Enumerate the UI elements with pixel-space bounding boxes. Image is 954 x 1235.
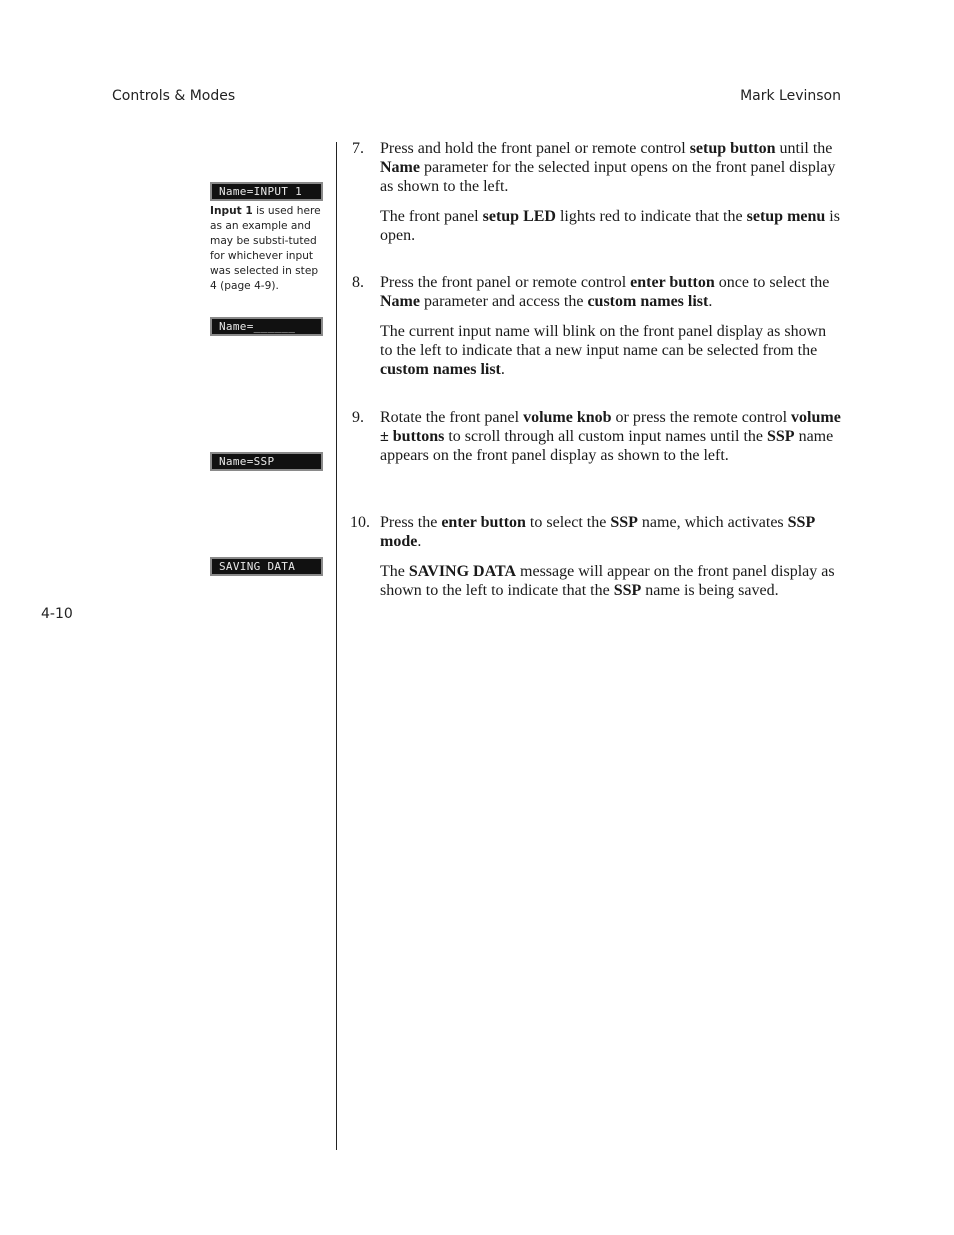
text-run: Press the front panel or remote control xyxy=(380,274,631,291)
bold-term: setup button xyxy=(689,140,776,157)
text-run: . xyxy=(708,293,713,310)
text-run: until the xyxy=(775,140,833,157)
step-number: 8. xyxy=(352,274,364,291)
step-paragraph xyxy=(380,207,842,245)
column-divider xyxy=(336,142,337,1150)
bold-term: enter button xyxy=(441,514,526,531)
text-run: name is being saved. xyxy=(641,582,779,599)
running-header-right: Mark Levinson xyxy=(740,88,841,104)
bold-term: custom names list xyxy=(380,361,501,378)
step-paragraph xyxy=(380,322,842,379)
text-run: once to select the xyxy=(714,274,830,291)
text-run: is open. xyxy=(380,208,840,244)
bold-term: SAVING DATA xyxy=(408,563,517,580)
bold-term: SSP xyxy=(610,514,638,531)
lcd-display-saving-data: SAVING DATA xyxy=(210,557,323,576)
text-run: The front panel xyxy=(380,208,483,225)
page-number: 4-10 xyxy=(41,606,73,622)
lcd-display-name-blank: Name=______ xyxy=(210,317,323,336)
text-run: to select the xyxy=(525,514,611,531)
text-run: lights red to indicate that the xyxy=(555,208,747,225)
step-7 xyxy=(352,139,842,245)
bold-term: enter button xyxy=(630,274,715,291)
text-run: name, which activates xyxy=(637,514,788,531)
text-run: The current input name will blink on the front panel display as shown to the left to indicate that a new input name can be selected from the xyxy=(380,323,827,359)
text-run: . xyxy=(500,361,505,378)
step-paragraph xyxy=(380,408,842,465)
text-run: Rotate the front panel xyxy=(380,409,524,426)
step-paragraph xyxy=(380,513,842,551)
step-number: 9. xyxy=(352,409,364,426)
step-paragraph xyxy=(380,562,842,600)
sidebar-caption xyxy=(210,204,326,294)
bold-term: volume ± buttons xyxy=(380,409,841,445)
lcd-display-name-input: Name=INPUT 1 xyxy=(210,182,323,201)
step-number: 7. xyxy=(352,140,364,157)
caption-bold: Input 1 xyxy=(210,205,253,217)
bold-term: setup menu xyxy=(746,208,826,225)
bold-term: SSP xyxy=(613,582,642,599)
bold-term: SSP xyxy=(766,428,795,445)
text-run: message will appear on the front panel display as shown to the left to indicate that the xyxy=(380,563,835,599)
running-header-left: Controls & Modes xyxy=(112,88,236,104)
bold-term: Name xyxy=(380,293,420,310)
text-run: parameter and access the xyxy=(419,293,588,310)
text-run: Press the xyxy=(380,514,442,531)
lcd-display-name-ssp: Name=SSP xyxy=(210,452,323,471)
bold-term: SSP mode xyxy=(380,514,815,550)
bold-term: custom names list xyxy=(587,293,709,310)
bold-term: Name xyxy=(380,159,420,176)
step-8 xyxy=(352,273,842,379)
bold-term: setup LED xyxy=(482,208,556,225)
text-run: to scroll through all custom input names until the xyxy=(444,428,767,445)
step-paragraph xyxy=(380,139,842,196)
text-run: or press the remote control xyxy=(611,409,792,426)
bold-term: volume knob xyxy=(523,409,612,426)
step-number: 10. xyxy=(350,514,370,531)
step-9 xyxy=(352,408,842,465)
step-paragraph xyxy=(380,273,842,311)
text-run: parameter for the selected input opens on the front panel display as shown to the left. xyxy=(380,159,836,195)
text-run: The xyxy=(380,563,409,580)
text-run: name appears on the front panel display as shown to the left. xyxy=(380,428,834,464)
text-run: . xyxy=(417,533,422,550)
text-run: Press and hold the front panel or remote control xyxy=(380,140,690,157)
caption-text: is used here as an example and may be substi-tuted for whichever input was selected in step 4 (page 4-9). xyxy=(210,205,321,292)
step-10 xyxy=(352,513,842,600)
